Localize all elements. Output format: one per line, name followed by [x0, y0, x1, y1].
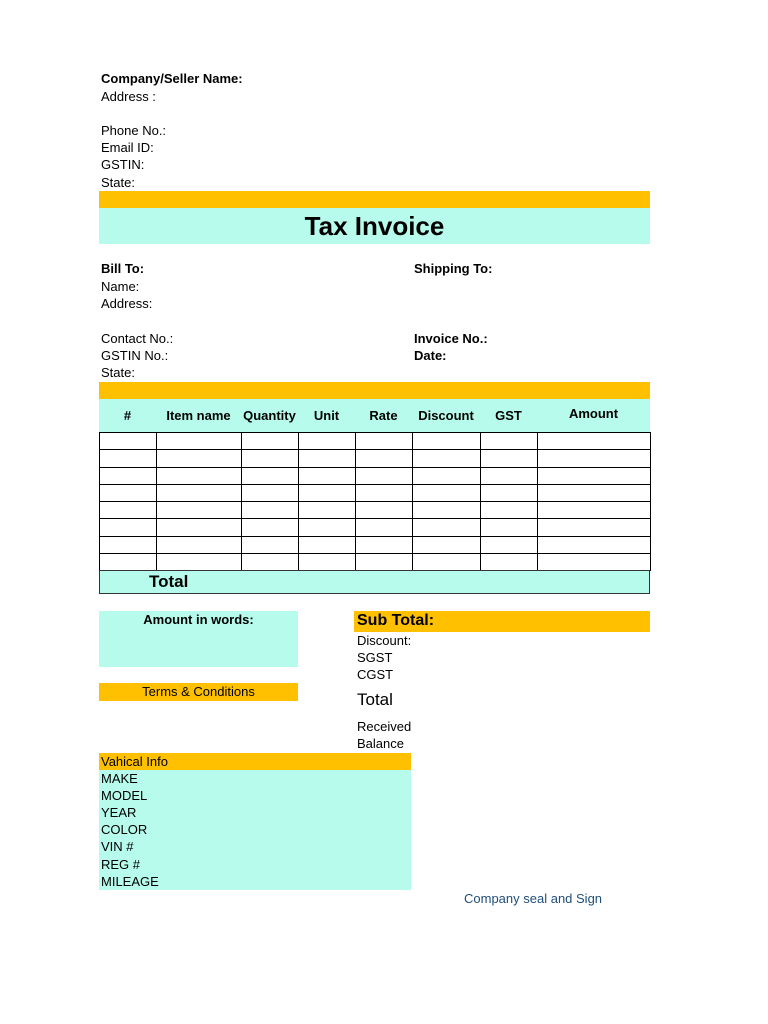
table-cell[interactable] [413, 536, 481, 553]
shipping-to-heading: Shipping To: [414, 261, 493, 276]
table-cell[interactable] [242, 433, 299, 450]
table-cell[interactable] [100, 433, 157, 450]
bill-to-name-label: Name: [101, 279, 140, 294]
invoice-number-label: Invoice No.: [414, 331, 488, 346]
bill-to-heading: Bill To: [101, 261, 145, 276]
items-table-header [99, 399, 650, 432]
table-cell[interactable] [356, 502, 413, 519]
summary-balance-label: Balance [357, 736, 404, 751]
table-cell[interactable] [538, 484, 651, 501]
table-cell[interactable] [413, 433, 481, 450]
items-total-label: Total [149, 572, 189, 591]
table-cell[interactable] [157, 536, 242, 553]
table-cell[interactable] [242, 450, 299, 467]
table-cell[interactable] [100, 536, 157, 553]
table-cell[interactable] [413, 553, 481, 570]
title-box [99, 208, 650, 244]
table-row [100, 536, 651, 553]
bill-to-gstin-label: GSTIN No.: [101, 348, 169, 363]
summary-received-label: Received [357, 719, 412, 734]
table-cell[interactable] [538, 553, 651, 570]
table-cell[interactable] [299, 484, 356, 501]
table-cell[interactable] [100, 519, 157, 536]
summary-cgst-label: CGST [357, 667, 394, 682]
column-header-discount: Discount [418, 408, 474, 423]
seller-state-label: State: [101, 175, 135, 190]
table-cell[interactable] [157, 433, 242, 450]
vehicle-color-label: COLOR [101, 822, 148, 837]
table-cell[interactable] [157, 450, 242, 467]
table-cell[interactable] [481, 536, 538, 553]
table-cell[interactable] [481, 502, 538, 519]
table-cell[interactable] [356, 553, 413, 570]
vehicle-info-heading: Vahical Info [101, 754, 168, 769]
column-header-quantity: Quantity [243, 408, 296, 423]
table-cell[interactable] [413, 502, 481, 519]
table-cell[interactable] [100, 467, 157, 484]
vehicle-mileage-label: MILEAGE [101, 874, 159, 889]
table-cell[interactable] [538, 467, 651, 484]
table-cell[interactable] [299, 536, 356, 553]
table-row [100, 553, 651, 570]
table-cell[interactable] [299, 450, 356, 467]
column-header-gst: GST [495, 408, 522, 423]
table-cell[interactable] [299, 433, 356, 450]
table-row [100, 502, 651, 519]
bill-to-state-label: State: [101, 365, 135, 380]
table-cell[interactable] [538, 502, 651, 519]
table-cell[interactable] [356, 484, 413, 501]
column-header-rate: Rate [369, 408, 398, 423]
seller-email-label: Email ID: [101, 140, 154, 155]
terms-and-conditions-label: Terms & Conditions [142, 684, 255, 699]
table-cell[interactable] [356, 519, 413, 536]
summary-total-label: Total [357, 690, 393, 709]
table-cell[interactable] [242, 502, 299, 519]
seller-gstin-label: GSTIN: [101, 157, 145, 172]
seller-address-label: Address : [101, 89, 156, 104]
bill-to-address-label: Address: [101, 296, 153, 311]
table-cell[interactable] [242, 519, 299, 536]
table-cell[interactable] [481, 519, 538, 536]
table-accent-band [99, 382, 650, 399]
table-cell[interactable] [538, 519, 651, 536]
title-accent-band [99, 191, 650, 208]
column-header-unit: Unit [313, 408, 340, 423]
table-cell[interactable] [100, 484, 157, 501]
table-cell[interactable] [538, 536, 651, 553]
table-cell[interactable] [299, 502, 356, 519]
table-cell[interactable] [481, 553, 538, 570]
vehicle-make-label: MAKE [101, 771, 138, 786]
summary-sgst-label: SGST [357, 650, 393, 665]
column-header-item-name: Item name [166, 408, 231, 423]
table-row [100, 519, 651, 536]
company-seal-and-sign-label: Company seal and Sign [464, 891, 603, 906]
table-row [100, 450, 651, 467]
seller-phone-label: Phone No.: [101, 123, 167, 138]
table-cell[interactable] [481, 484, 538, 501]
terms-and-conditions-box [99, 683, 298, 701]
vehicle-year-label: YEAR [101, 805, 137, 820]
table-cell[interactable] [413, 519, 481, 536]
table-cell[interactable] [481, 467, 538, 484]
table-cell[interactable] [157, 484, 242, 501]
page-title: Tax Invoice [304, 211, 445, 241]
subtotal-box [354, 611, 650, 632]
amount-in-words-label: Amount in words: [143, 612, 254, 627]
table-row [100, 484, 651, 501]
table-cell[interactable] [538, 450, 651, 467]
subtotal-label: Sub Total: [357, 612, 435, 629]
table-cell[interactable] [242, 484, 299, 501]
table-cell[interactable] [157, 519, 242, 536]
summary-discount-label: Discount: [357, 633, 412, 648]
table-cell[interactable] [413, 450, 481, 467]
table-row [100, 433, 651, 450]
vehicle-reg-label: REG # [101, 857, 141, 872]
table-cell[interactable] [242, 536, 299, 553]
bill-to-contact-label: Contact No.: [101, 331, 174, 346]
company-name-label: Company/Seller Name: [101, 71, 243, 86]
vehicle-model-label: MODEL [101, 788, 148, 803]
table-cell[interactable] [242, 553, 299, 570]
table-cell[interactable] [100, 502, 157, 519]
items-total-row [99, 570, 650, 594]
table-cell[interactable] [413, 484, 481, 501]
table-cell[interactable] [157, 553, 242, 570]
table-cell[interactable] [481, 450, 538, 467]
table-cell[interactable] [157, 467, 242, 484]
table-cell[interactable] [242, 467, 299, 484]
table-cell[interactable] [299, 467, 356, 484]
table-cell[interactable] [356, 433, 413, 450]
invoice-date-label: Date: [414, 348, 447, 363]
items-table [99, 432, 651, 571]
table-cell[interactable] [157, 502, 242, 519]
table-cell[interactable] [413, 467, 481, 484]
table-row [100, 467, 651, 484]
table-cell[interactable] [356, 536, 413, 553]
table-cell[interactable] [100, 450, 157, 467]
table-cell[interactable] [299, 553, 356, 570]
column-header-amount: Amount [568, 406, 619, 421]
table-cell[interactable] [299, 519, 356, 536]
column-header-number: # [123, 408, 132, 423]
table-cell[interactable] [538, 433, 651, 450]
table-cell[interactable] [481, 433, 538, 450]
table-cell[interactable] [100, 553, 157, 570]
table-cell[interactable] [356, 467, 413, 484]
amount-in-words-box[interactable] [99, 611, 298, 667]
table-cell[interactable] [356, 450, 413, 467]
vehicle-vin-label: VIN # [101, 839, 134, 854]
